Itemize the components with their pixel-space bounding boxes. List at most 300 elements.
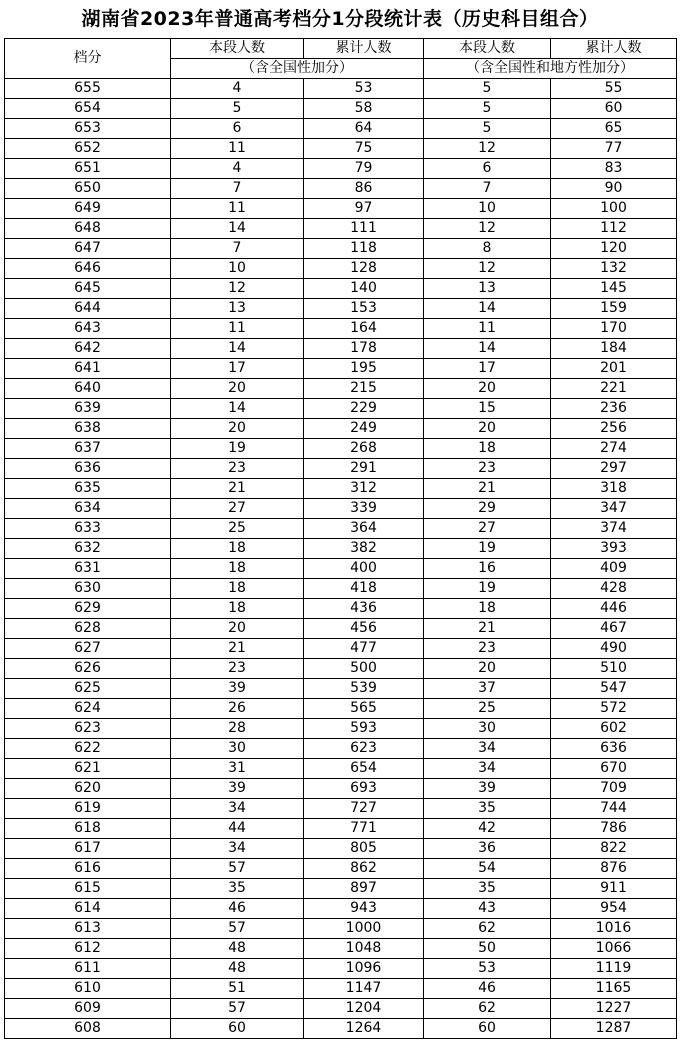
- cumulative-count-local-cell: 159: [551, 299, 677, 319]
- cumulative-count-local-cell: 822: [551, 839, 677, 859]
- cumulative-count-national-cell: 195: [304, 359, 424, 379]
- table-body: [5, 79, 677, 1039]
- score-cell: 609: [5, 999, 171, 1019]
- segment-count-national-cell: 20: [171, 379, 304, 399]
- segment-count-national-cell: 18: [171, 579, 304, 599]
- segment-count-national-cell: 14: [171, 219, 304, 239]
- segment-count-national-cell: 6: [171, 119, 304, 139]
- cumulative-count-local-cell: 1287: [551, 1019, 677, 1039]
- segment-count-local-cell: 37: [424, 679, 551, 699]
- cumulative-count-national-cell: 436: [304, 599, 424, 619]
- table-row: [5, 919, 677, 939]
- score-cell: 622: [5, 739, 171, 759]
- segment-count-local-cell: 5: [424, 99, 551, 119]
- cumulative-count-national-cell: 771: [304, 819, 424, 839]
- segment-count-local-cell: 62: [424, 919, 551, 939]
- segment-count-local-cell: 12: [424, 139, 551, 159]
- table-row: [5, 199, 677, 219]
- segment-count-national-cell: 31: [171, 759, 304, 779]
- table-row: [5, 939, 677, 959]
- table-row: [5, 999, 677, 1019]
- cumulative-count-local-cell: 409: [551, 559, 677, 579]
- cumulative-count-local-cell: 90: [551, 179, 677, 199]
- segment-count-local-cell: 53: [424, 959, 551, 979]
- cumulative-count-national-cell: 862: [304, 859, 424, 879]
- table-row: [5, 99, 677, 119]
- cumulative-count-national-cell: 291: [304, 459, 424, 479]
- cumulative-count-national-cell: 1000: [304, 919, 424, 939]
- segment-count-local-cell: 5: [424, 119, 551, 139]
- cumulative-count-national-cell: 75: [304, 139, 424, 159]
- segment-count-national-cell: 39: [171, 779, 304, 799]
- cumulative-count-national-cell: 382: [304, 539, 424, 559]
- score-cell: 645: [5, 279, 171, 299]
- score-cell: 642: [5, 339, 171, 359]
- cumulative-count-local-cell: 77: [551, 139, 677, 159]
- segment-count-local-cell: 15: [424, 399, 551, 419]
- cumulative-count-local-cell: 709: [551, 779, 677, 799]
- cumulative-count-local-cell: 100: [551, 199, 677, 219]
- segment-count-local-cell: 11: [424, 319, 551, 339]
- cumulative-count-national-cell: 215: [304, 379, 424, 399]
- score-cell: 628: [5, 619, 171, 639]
- table-row: [5, 179, 677, 199]
- cumulative-count-national-cell: 153: [304, 299, 424, 319]
- segment-count-local-cell: 46: [424, 979, 551, 999]
- score-cell: 612: [5, 939, 171, 959]
- segment-count-national-cell: 48: [171, 939, 304, 959]
- header-score: 档分: [5, 39, 171, 79]
- segment-count-national-cell: 10: [171, 259, 304, 279]
- segment-count-national-cell: 28: [171, 719, 304, 739]
- score-cell: 648: [5, 219, 171, 239]
- table-row: [5, 619, 677, 639]
- segment-count-local-cell: 14: [424, 339, 551, 359]
- cumulative-count-local-cell: 347: [551, 499, 677, 519]
- cumulative-count-local-cell: 876: [551, 859, 677, 879]
- table-row: [5, 219, 677, 239]
- segment-count-local-cell: 12: [424, 259, 551, 279]
- segment-count-national-cell: 14: [171, 399, 304, 419]
- segment-count-local-cell: 42: [424, 819, 551, 839]
- segment-count-national-cell: 19: [171, 439, 304, 459]
- segment-count-national-cell: 5: [171, 99, 304, 119]
- header-row: [5, 39, 677, 59]
- score-cell: 651: [5, 159, 171, 179]
- cumulative-count-national-cell: 86: [304, 179, 424, 199]
- header-cumulative-count-national: 累计人数: [304, 39, 424, 59]
- cumulative-count-national-cell: 593: [304, 719, 424, 739]
- table-row: [5, 979, 677, 999]
- segment-count-national-cell: 18: [171, 559, 304, 579]
- segment-count-local-cell: 19: [424, 579, 551, 599]
- table-row: [5, 439, 677, 459]
- score-cell: 619: [5, 799, 171, 819]
- cumulative-count-national-cell: 1096: [304, 959, 424, 979]
- cumulative-count-local-cell: 60: [551, 99, 677, 119]
- cumulative-count-national-cell: 456: [304, 619, 424, 639]
- cumulative-count-local-cell: 274: [551, 439, 677, 459]
- score-cell: 647: [5, 239, 171, 259]
- segment-count-national-cell: 34: [171, 799, 304, 819]
- cumulative-count-national-cell: 693: [304, 779, 424, 799]
- segment-count-local-cell: 20: [424, 659, 551, 679]
- cumulative-count-local-cell: 1016: [551, 919, 677, 939]
- segment-count-local-cell: 36: [424, 839, 551, 859]
- segment-count-national-cell: 57: [171, 919, 304, 939]
- segment-count-national-cell: 23: [171, 659, 304, 679]
- segment-count-national-cell: 26: [171, 699, 304, 719]
- cumulative-count-national-cell: 140: [304, 279, 424, 299]
- segment-count-local-cell: 16: [424, 559, 551, 579]
- header-segment-count-national: 本段人数: [171, 39, 304, 59]
- table-row: [5, 299, 677, 319]
- table-row: [5, 779, 677, 799]
- segment-count-local-cell: 12: [424, 219, 551, 239]
- cumulative-count-local-cell: 786: [551, 819, 677, 839]
- cumulative-count-local-cell: 184: [551, 339, 677, 359]
- segment-count-local-cell: 20: [424, 379, 551, 399]
- segment-count-local-cell: 29: [424, 499, 551, 519]
- table-row: [5, 839, 677, 859]
- table-row: [5, 79, 677, 99]
- cumulative-count-local-cell: 65: [551, 119, 677, 139]
- segment-count-local-cell: 13: [424, 279, 551, 299]
- cumulative-count-national-cell: 64: [304, 119, 424, 139]
- cumulative-count-local-cell: 145: [551, 279, 677, 299]
- segment-count-national-cell: 25: [171, 519, 304, 539]
- table-row: [5, 739, 677, 759]
- table-row: [5, 819, 677, 839]
- segment-count-national-cell: 21: [171, 639, 304, 659]
- segment-count-local-cell: 21: [424, 619, 551, 639]
- cumulative-count-national-cell: 58: [304, 99, 424, 119]
- segment-count-local-cell: 14: [424, 299, 551, 319]
- table-row: [5, 679, 677, 699]
- segment-count-national-cell: 48: [171, 959, 304, 979]
- cumulative-count-local-cell: 490: [551, 639, 677, 659]
- segment-count-local-cell: 19: [424, 539, 551, 559]
- cumulative-count-local-cell: 467: [551, 619, 677, 639]
- segment-count-national-cell: 35: [171, 879, 304, 899]
- score-cell: 613: [5, 919, 171, 939]
- segment-count-national-cell: 7: [171, 239, 304, 259]
- segment-count-local-cell: 8: [424, 239, 551, 259]
- score-cell: 646: [5, 259, 171, 279]
- segment-count-national-cell: 20: [171, 419, 304, 439]
- score-cell: 615: [5, 879, 171, 899]
- score-cell: 643: [5, 319, 171, 339]
- table-row: [5, 239, 677, 259]
- cumulative-count-national-cell: 1048: [304, 939, 424, 959]
- score-cell: 634: [5, 499, 171, 519]
- cumulative-count-local-cell: 1227: [551, 999, 677, 1019]
- score-cell: 626: [5, 659, 171, 679]
- cumulative-count-national-cell: 312: [304, 479, 424, 499]
- cumulative-count-national-cell: 539: [304, 679, 424, 699]
- segment-count-local-cell: 23: [424, 639, 551, 659]
- score-cell: 654: [5, 99, 171, 119]
- score-cell: 637: [5, 439, 171, 459]
- table-row: [5, 519, 677, 539]
- score-cell: 649: [5, 199, 171, 219]
- segment-count-national-cell: 18: [171, 599, 304, 619]
- table-row: [5, 279, 677, 299]
- score-cell: 611: [5, 959, 171, 979]
- score-cell: 627: [5, 639, 171, 659]
- cumulative-count-local-cell: 55: [551, 79, 677, 99]
- cumulative-count-local-cell: 318: [551, 479, 677, 499]
- table-row: [5, 539, 677, 559]
- cumulative-count-local-cell: 112: [551, 219, 677, 239]
- table-row: [5, 119, 677, 139]
- segment-count-local-cell: 35: [424, 879, 551, 899]
- cumulative-count-national-cell: 118: [304, 239, 424, 259]
- segment-count-local-cell: 10: [424, 199, 551, 219]
- cumulative-count-local-cell: 602: [551, 719, 677, 739]
- segment-count-local-cell: 27: [424, 519, 551, 539]
- table-row: [5, 659, 677, 679]
- table-row: [5, 399, 677, 419]
- cumulative-count-local-cell: 510: [551, 659, 677, 679]
- score-cell: 652: [5, 139, 171, 159]
- segment-count-local-cell: 34: [424, 739, 551, 759]
- table-row: [5, 259, 677, 279]
- table-row: [5, 479, 677, 499]
- score-cell: 635: [5, 479, 171, 499]
- table-row: [5, 879, 677, 899]
- cumulative-count-local-cell: 132: [551, 259, 677, 279]
- table-row: [5, 319, 677, 339]
- segment-count-national-cell: 14: [171, 339, 304, 359]
- score-cell: 625: [5, 679, 171, 699]
- cumulative-count-national-cell: 1204: [304, 999, 424, 1019]
- cumulative-count-local-cell: 1066: [551, 939, 677, 959]
- cumulative-count-national-cell: 418: [304, 579, 424, 599]
- table-row: [5, 959, 677, 979]
- cumulative-count-local-cell: 170: [551, 319, 677, 339]
- segment-count-local-cell: 5: [424, 79, 551, 99]
- score-cell: 633: [5, 519, 171, 539]
- score-cell: 608: [5, 1019, 171, 1039]
- cumulative-count-national-cell: 400: [304, 559, 424, 579]
- segment-count-national-cell: 11: [171, 139, 304, 159]
- cumulative-count-national-cell: 943: [304, 899, 424, 919]
- cumulative-count-national-cell: 477: [304, 639, 424, 659]
- table-row: [5, 359, 677, 379]
- score-cell: 617: [5, 839, 171, 859]
- cumulative-count-local-cell: 1165: [551, 979, 677, 999]
- segment-count-local-cell: 20: [424, 419, 551, 439]
- score-cell: 641: [5, 359, 171, 379]
- score-cell: 640: [5, 379, 171, 399]
- cumulative-count-local-cell: 221: [551, 379, 677, 399]
- segment-count-local-cell: 50: [424, 939, 551, 959]
- segment-count-national-cell: 44: [171, 819, 304, 839]
- cumulative-count-local-cell: 393: [551, 539, 677, 559]
- score-cell: 630: [5, 579, 171, 599]
- cumulative-count-local-cell: 744: [551, 799, 677, 819]
- cumulative-count-national-cell: 128: [304, 259, 424, 279]
- cumulative-count-national-cell: 1147: [304, 979, 424, 999]
- segment-count-national-cell: 7: [171, 179, 304, 199]
- cumulative-count-national-cell: 339: [304, 499, 424, 519]
- segment-count-local-cell: 18: [424, 599, 551, 619]
- cumulative-count-national-cell: 565: [304, 699, 424, 719]
- table-row: [5, 899, 677, 919]
- segment-count-local-cell: 23: [424, 459, 551, 479]
- cumulative-count-local-cell: 572: [551, 699, 677, 719]
- header-note-national: （含全国性加分）: [171, 59, 424, 79]
- table-row: [5, 1019, 677, 1039]
- segment-count-national-cell: 51: [171, 979, 304, 999]
- cumulative-count-national-cell: 654: [304, 759, 424, 779]
- table-row: [5, 639, 677, 659]
- score-cell: 624: [5, 699, 171, 719]
- score-cell: 655: [5, 79, 171, 99]
- cumulative-count-national-cell: 111: [304, 219, 424, 239]
- score-cell: 614: [5, 899, 171, 919]
- segment-count-national-cell: 4: [171, 79, 304, 99]
- segment-count-national-cell: 18: [171, 539, 304, 559]
- cumulative-count-local-cell: 954: [551, 899, 677, 919]
- cumulative-count-national-cell: 79: [304, 159, 424, 179]
- segment-count-local-cell: 18: [424, 439, 551, 459]
- segment-count-national-cell: 11: [171, 199, 304, 219]
- cumulative-count-national-cell: 1264: [304, 1019, 424, 1039]
- cumulative-count-national-cell: 178: [304, 339, 424, 359]
- segment-count-national-cell: 57: [171, 859, 304, 879]
- cumulative-count-local-cell: 120: [551, 239, 677, 259]
- header-note-local: （含全国性和地方性加分）: [424, 59, 677, 79]
- table-row: [5, 139, 677, 159]
- cumulative-count-local-cell: 201: [551, 359, 677, 379]
- table-row: [5, 559, 677, 579]
- segment-count-national-cell: 13: [171, 299, 304, 319]
- cumulative-count-national-cell: 727: [304, 799, 424, 819]
- cumulative-count-local-cell: 83: [551, 159, 677, 179]
- cumulative-count-local-cell: 670: [551, 759, 677, 779]
- table-row: [5, 499, 677, 519]
- cumulative-count-national-cell: 623: [304, 739, 424, 759]
- cumulative-count-national-cell: 164: [304, 319, 424, 339]
- score-cell: 653: [5, 119, 171, 139]
- score-cell: 636: [5, 459, 171, 479]
- segment-count-local-cell: 60: [424, 1019, 551, 1039]
- segment-count-national-cell: 60: [171, 1019, 304, 1039]
- segment-count-local-cell: 17: [424, 359, 551, 379]
- score-cell: 650: [5, 179, 171, 199]
- segment-count-national-cell: 17: [171, 359, 304, 379]
- cumulative-count-national-cell: 53: [304, 79, 424, 99]
- score-cell: 629: [5, 599, 171, 619]
- cumulative-count-national-cell: 229: [304, 399, 424, 419]
- cumulative-count-local-cell: 1119: [551, 959, 677, 979]
- cumulative-count-local-cell: 428: [551, 579, 677, 599]
- cumulative-count-local-cell: 236: [551, 399, 677, 419]
- score-cell: 638: [5, 419, 171, 439]
- segment-count-national-cell: 21: [171, 479, 304, 499]
- segment-count-local-cell: 43: [424, 899, 551, 919]
- score-cell: 616: [5, 859, 171, 879]
- cumulative-count-national-cell: 500: [304, 659, 424, 679]
- segment-count-local-cell: 6: [424, 159, 551, 179]
- segment-count-national-cell: 27: [171, 499, 304, 519]
- cumulative-count-national-cell: 249: [304, 419, 424, 439]
- cumulative-count-national-cell: 97: [304, 199, 424, 219]
- cumulative-count-local-cell: 636: [551, 739, 677, 759]
- cumulative-count-local-cell: 374: [551, 519, 677, 539]
- segment-count-national-cell: 23: [171, 459, 304, 479]
- segment-count-national-cell: 20: [171, 619, 304, 639]
- table-row: [5, 419, 677, 439]
- table-row: [5, 759, 677, 779]
- table-row: [5, 719, 677, 739]
- score-cell: 610: [5, 979, 171, 999]
- segment-count-national-cell: 34: [171, 839, 304, 859]
- cumulative-count-national-cell: 805: [304, 839, 424, 859]
- segment-count-local-cell: 25: [424, 699, 551, 719]
- cumulative-count-national-cell: 897: [304, 879, 424, 899]
- table-row: [5, 579, 677, 599]
- cumulative-count-local-cell: 911: [551, 879, 677, 899]
- score-cell: 623: [5, 719, 171, 739]
- cumulative-count-national-cell: 364: [304, 519, 424, 539]
- cumulative-count-national-cell: 268: [304, 439, 424, 459]
- table-row: [5, 699, 677, 719]
- segment-count-local-cell: 62: [424, 999, 551, 1019]
- segment-count-national-cell: 4: [171, 159, 304, 179]
- segment-count-local-cell: 39: [424, 779, 551, 799]
- score-cell: 639: [5, 399, 171, 419]
- score-cell: 620: [5, 779, 171, 799]
- segment-count-national-cell: 30: [171, 739, 304, 759]
- score-cell: 631: [5, 559, 171, 579]
- segment-count-local-cell: 21: [424, 479, 551, 499]
- table-row: [5, 459, 677, 479]
- cumulative-count-local-cell: 446: [551, 599, 677, 619]
- table-row: [5, 379, 677, 399]
- table-row: [5, 339, 677, 359]
- score-distribution-table: [4, 38, 677, 1039]
- cumulative-count-local-cell: 547: [551, 679, 677, 699]
- segment-count-local-cell: 34: [424, 759, 551, 779]
- segment-count-local-cell: 54: [424, 859, 551, 879]
- segment-count-national-cell: 57: [171, 999, 304, 1019]
- table-row: [5, 799, 677, 819]
- table-row: [5, 859, 677, 879]
- score-cell: 632: [5, 539, 171, 559]
- score-cell: 644: [5, 299, 171, 319]
- score-cell: 618: [5, 819, 171, 839]
- segment-count-local-cell: 7: [424, 179, 551, 199]
- segment-count-national-cell: 11: [171, 319, 304, 339]
- cumulative-count-local-cell: 256: [551, 419, 677, 439]
- header-segment-count-local: 本段人数: [424, 39, 551, 59]
- segment-count-local-cell: 35: [424, 799, 551, 819]
- segment-count-national-cell: 46: [171, 899, 304, 919]
- page-title: 湖南省2023年普通高考档分1分段统计表（历史科目组合）: [81, 8, 599, 30]
- table-row: [5, 159, 677, 179]
- table-row: [5, 599, 677, 619]
- table-header: [5, 39, 677, 79]
- score-cell: 621: [5, 759, 171, 779]
- segment-count-national-cell: 39: [171, 679, 304, 699]
- segment-count-local-cell: 30: [424, 719, 551, 739]
- cumulative-count-local-cell: 297: [551, 459, 677, 479]
- header-cumulative-count-local: 累计人数: [551, 39, 677, 59]
- segment-count-national-cell: 12: [171, 279, 304, 299]
